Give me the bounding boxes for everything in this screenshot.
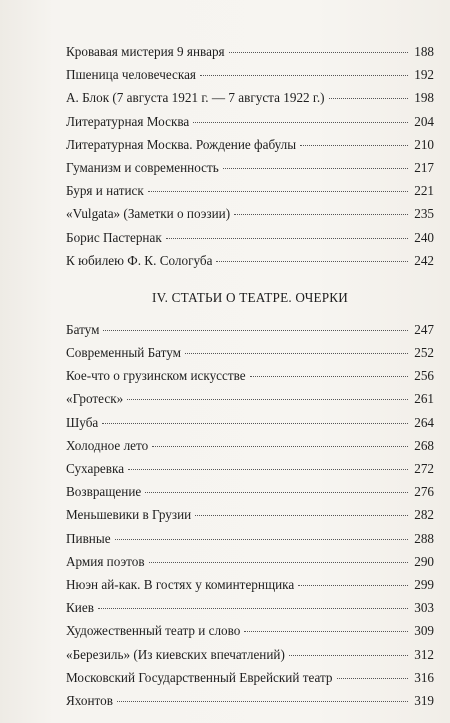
toc-entry-page: 309 (414, 623, 434, 639)
dot-leader (298, 584, 408, 586)
toc-entry (66, 573, 434, 596)
toc-entry-title: Шуба (66, 414, 99, 430)
toc-entry-title: Литературная Москва (66, 113, 190, 129)
toc-entry-page: 276 (414, 484, 434, 500)
toc-entry-page: 272 (414, 461, 434, 476)
toc-entry-title: «Березиль» (Из киевских впечатлений) (66, 646, 285, 662)
toc-entry (66, 527, 434, 550)
toc-entry (66, 249, 434, 272)
toc-entry-page: 316 (414, 669, 434, 685)
dot-leader (193, 121, 408, 123)
toc-entry-page: 268 (414, 437, 434, 453)
toc-entry (66, 156, 434, 179)
toc-entry-page: 235 (414, 206, 434, 222)
toc-entry-title: Меньшевики в Грузии (66, 507, 192, 523)
toc-entry-page: 242 (414, 252, 434, 268)
toc-entry (66, 133, 434, 156)
dot-leader (102, 422, 408, 424)
toc-entry (66, 226, 434, 249)
toc-entry-title: Кровавая мистерия 9 января (66, 44, 225, 59)
dot-leader (216, 260, 408, 262)
toc-entry-page: 290 (414, 553, 434, 569)
dot-leader (127, 398, 408, 400)
toc-entry-title: Киев (66, 600, 94, 616)
toc-entry-title: Холодное лето (66, 437, 149, 453)
toc-entry-title: Современный Батум (66, 345, 182, 361)
toc-entry-title: Нюэн ай-как. В гостях у коминтернщика (66, 576, 295, 592)
table-of-contents (66, 40, 434, 712)
toc-list-bottom (66, 318, 434, 712)
toc-entry-title: А. Блок (7 августа 1921 г. — 7 августа 1922 г.) (66, 90, 325, 106)
toc-entry (66, 643, 434, 666)
toc-entry-page: 247 (414, 321, 434, 337)
dot-leader (115, 538, 408, 540)
toc-entry-title: Сухаревка (66, 461, 125, 476)
dot-leader (200, 74, 408, 76)
toc-entry-title: Борис Пастернак (66, 229, 162, 245)
toc-entry-page: 288 (414, 530, 434, 546)
toc-entry-title: Армия поэтов (66, 553, 145, 569)
dot-leader (223, 167, 408, 169)
toc-entry-page: 204 (414, 113, 434, 129)
dot-leader (148, 190, 408, 192)
toc-entry-title: Пшеница человеческая (66, 67, 196, 83)
dot-leader (166, 237, 408, 239)
toc-entry-page: 319 (414, 692, 434, 708)
toc-entry (66, 86, 434, 109)
toc-entry (66, 63, 434, 86)
toc-entry (66, 411, 434, 434)
dot-leader (128, 468, 408, 470)
toc-entry-page: 210 (414, 136, 434, 152)
dot-leader (117, 700, 408, 702)
toc-entry (66, 40, 434, 63)
toc-entry-title: «Vulgata» (Заметки о поэзии) (66, 206, 231, 222)
dot-leader (152, 445, 408, 447)
dot-leader (300, 144, 408, 146)
dot-leader (195, 514, 408, 516)
section-heading: IV. СТАТЬИ О ТЕАТРЕ. ОЧЕРКИ (151, 289, 349, 305)
toc-entry-title: «Гротеск» (66, 391, 124, 407)
toc-entry-page: 303 (414, 600, 434, 616)
toc-entry-title: К юбилею Ф. К. Сологуба (66, 252, 213, 268)
toc-entry (66, 666, 434, 689)
toc-entry-page: 256 (414, 368, 434, 384)
toc-entry-title: Пивные (66, 530, 111, 546)
dot-leader (337, 677, 408, 679)
toc-entry-page: 261 (414, 391, 434, 407)
dot-leader (185, 352, 408, 354)
toc-entry-page: 217 (414, 159, 434, 175)
toc-entry-title: Литературная Москва. Рождение фабулы (66, 136, 297, 152)
dot-leader (103, 329, 408, 331)
toc-entry-title: Яхонтов (66, 692, 113, 708)
toc-list-top (66, 40, 434, 272)
toc-entry-page: 312 (414, 646, 434, 662)
toc-entry-title: Московский Государственный Еврейский театр (66, 669, 333, 685)
toc-entry-page: 299 (414, 576, 434, 592)
dot-leader (145, 491, 408, 493)
toc-entry (66, 550, 434, 573)
toc-entry (66, 110, 434, 133)
toc-entry-title: Художественный театр и слово (66, 623, 241, 639)
toc-entry (66, 179, 434, 202)
toc-entry-page: 264 (414, 414, 434, 430)
toc-entry (66, 364, 434, 387)
toc-entry (66, 202, 434, 225)
toc-entry (66, 457, 434, 480)
toc-entry-page: 198 (414, 90, 434, 106)
toc-entry-title: Кое-что о грузинском искусстве (66, 368, 246, 384)
dot-leader (234, 213, 408, 215)
toc-entry-page: 282 (414, 507, 434, 523)
toc-entry (66, 619, 434, 642)
toc-entry (66, 480, 434, 503)
toc-entry (66, 689, 434, 712)
toc-entry-page: 192 (414, 67, 434, 83)
dot-leader (289, 654, 408, 656)
toc-entry (66, 387, 434, 410)
toc-entry-title: Батум (66, 321, 100, 337)
toc-entry (66, 596, 434, 619)
dot-leader (229, 51, 408, 53)
dot-leader (250, 375, 408, 377)
toc-entry (66, 341, 434, 364)
toc-entry-title: Буря и натиск (66, 183, 144, 199)
toc-entry (66, 503, 434, 526)
toc-entry-page: 252 (414, 345, 434, 361)
dot-leader (244, 630, 408, 632)
toc-entry-page: 188 (414, 44, 434, 59)
dot-leader (149, 561, 408, 563)
toc-entry (66, 318, 434, 341)
toc-entry-page: 221 (414, 183, 434, 199)
toc-entry (66, 434, 434, 457)
dot-leader (329, 97, 408, 99)
toc-entry-title: Возвращение (66, 484, 142, 500)
toc-entry-page: 240 (414, 229, 434, 245)
toc-entry-title: Гуманизм и современность (66, 159, 219, 175)
dot-leader (98, 607, 408, 609)
